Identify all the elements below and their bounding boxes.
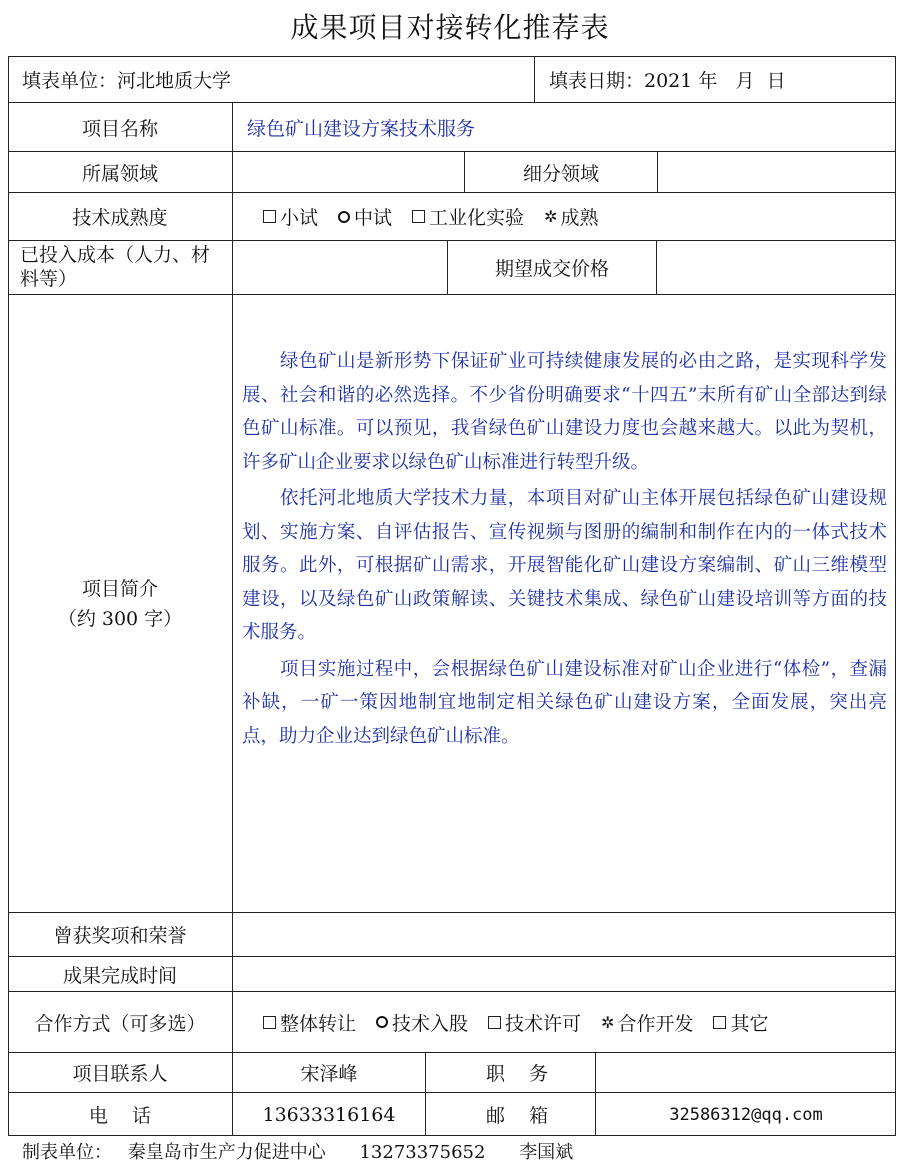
email-value: 32586312@qq.com bbox=[669, 1104, 823, 1125]
contact-label-cell bbox=[8, 1053, 233, 1093]
position-label-cell bbox=[426, 1053, 596, 1093]
checkbox-empty-icon bbox=[263, 210, 276, 223]
option-label: 其它 bbox=[730, 1012, 769, 1035]
footer-maker-label: 制表单位： bbox=[22, 1142, 112, 1163]
cooperation-label: 合作方式（可多选） bbox=[34, 1012, 206, 1035]
intro-paragraph: 依托河北地质大学技术力量，本项目对矿山主体开展包括绿色矿山建设规划、实施方案、自评估报告、宣传视频与图册的编制和制作在内的一体式技术服务。此外，可根据矿山需求，开展智能化矿山建设方案编制、矿山三维模型建设，以及绿色矿山政策解读、关键技术集成、绿色矿山建设培训等方面的技术服务。 bbox=[242, 488, 887, 643]
option-label: 整体转让 bbox=[280, 1012, 357, 1035]
maturity-label-cell bbox=[8, 193, 233, 241]
checkbox-empty-icon bbox=[263, 1016, 276, 1029]
date-text: 填表日期：2021 年 月 日 bbox=[549, 69, 786, 92]
cost-label: 已投入成本（人力、材料等） bbox=[20, 244, 211, 290]
maturity-options bbox=[233, 193, 896, 241]
project-name-label-cell bbox=[8, 103, 233, 152]
cooperation-option-equity[interactable] bbox=[376, 1009, 468, 1036]
maturity-option-mature[interactable] bbox=[544, 203, 598, 230]
field-label-cell bbox=[8, 152, 233, 193]
contact-value-cell[interactable] bbox=[233, 1053, 426, 1093]
footer-phone: 13273375652 bbox=[359, 1142, 486, 1163]
email-value-cell[interactable] bbox=[596, 1093, 896, 1136]
completion-label-cell bbox=[8, 957, 233, 992]
completion-value-cell[interactable] bbox=[233, 957, 896, 992]
option-label: 合作开发 bbox=[617, 1012, 694, 1035]
phone-label: 电 话 bbox=[88, 1105, 152, 1127]
cooperation-option-transfer[interactable] bbox=[263, 1009, 356, 1036]
option-label: 工业化实验 bbox=[429, 207, 525, 229]
intro-label: 项目简介 bbox=[81, 577, 158, 600]
awards-label: 曾获奖项和荣誉 bbox=[53, 925, 187, 947]
radio-filled-icon bbox=[338, 211, 350, 223]
cooperation-option-license[interactable] bbox=[488, 1009, 581, 1036]
option-label: 成熟 bbox=[560, 207, 599, 229]
option-label: 小试 bbox=[280, 207, 319, 229]
field-value-cell[interactable] bbox=[233, 152, 465, 193]
intro-paragraph: 项目实施过程中，会根据绿色矿山建设标准对矿山企业进行“体检”，查漏补缺，一矿一策因地制宜地制定相关绿色矿山建设方案，全面发展，突出亮点，助力企业达到绿色矿山标准。 bbox=[242, 658, 887, 747]
maturity-option-industrial[interactable] bbox=[412, 203, 524, 230]
unit-cell bbox=[8, 56, 535, 103]
cost-label-cell bbox=[8, 241, 233, 295]
option-label: 技术许可 bbox=[505, 1012, 582, 1035]
sun-icon: ✲ bbox=[544, 207, 558, 226]
sun-icon: ✲ bbox=[601, 1012, 615, 1032]
awards-label-cell bbox=[8, 913, 233, 957]
subfield-label-cell bbox=[465, 152, 658, 193]
completion-label: 成果完成时间 bbox=[62, 964, 177, 987]
cooperation-label-cell bbox=[8, 992, 233, 1053]
date-cell bbox=[535, 56, 896, 103]
unit-text: 填表单位：河北地质大学 bbox=[22, 69, 232, 92]
footer bbox=[22, 1138, 601, 1164]
email-label: 邮 箱 bbox=[486, 1105, 549, 1127]
position-value-cell[interactable] bbox=[596, 1053, 896, 1093]
field-label: 所属领域 bbox=[81, 162, 158, 185]
phone-value-cell[interactable] bbox=[233, 1093, 426, 1136]
radio-filled-icon bbox=[376, 1016, 388, 1028]
price-label: 期望成交价格 bbox=[494, 258, 609, 280]
price-label-cell bbox=[448, 241, 657, 295]
page-title: 成果项目对接转化推荐表 bbox=[290, 11, 610, 44]
project-name-value-cell[interactable] bbox=[233, 103, 896, 152]
footer-person: 李国斌 bbox=[519, 1142, 574, 1163]
maturity-option-pilot-test[interactable] bbox=[338, 203, 392, 230]
awards-value-cell[interactable] bbox=[233, 913, 896, 957]
maturity-label: 技术成熟度 bbox=[72, 207, 168, 229]
contact-value: 宋泽峰 bbox=[300, 1063, 358, 1085]
intro-sublabel: （约 300 字） bbox=[57, 607, 183, 630]
cooperation-option-joint-dev[interactable] bbox=[601, 1009, 693, 1036]
intro-text bbox=[242, 345, 887, 756]
maturity-option-small-test[interactable] bbox=[263, 203, 318, 230]
price-value-cell[interactable] bbox=[657, 241, 896, 295]
subfield-value-cell[interactable] bbox=[658, 152, 896, 193]
phone-label-cell bbox=[8, 1093, 233, 1136]
checkbox-empty-icon bbox=[412, 210, 425, 223]
project-name-value: 绿色矿山建设方案技术服务 bbox=[247, 117, 476, 140]
intro-paragraph: 绿色矿山是新形势下保证矿业可持续健康发展的必由之路，是实现科学发展、社会和谐的必然选择。不少省份明确要求“十四五”末所有矿山全部达到绿色矿山标准。可以预见，我省绿色矿山建设力度也会越来越大。以此为契机，许多矿山企业要求以绿色矿山标准进行转型升级。 bbox=[242, 351, 887, 473]
phone-value: 13633316164 bbox=[262, 1103, 396, 1126]
project-name-label: 项目名称 bbox=[81, 117, 158, 140]
email-label-cell bbox=[426, 1093, 596, 1136]
subfield-label: 细分领域 bbox=[522, 162, 599, 185]
checkbox-empty-icon bbox=[488, 1016, 501, 1029]
position-label: 职 务 bbox=[486, 1063, 549, 1085]
footer-maker: 秦皇岛市生产力促进中心 bbox=[127, 1142, 326, 1163]
cooperation-option-other[interactable] bbox=[713, 1009, 768, 1036]
intro-label-cell bbox=[8, 295, 233, 913]
checkbox-empty-icon bbox=[713, 1016, 726, 1029]
cost-value-cell[interactable] bbox=[233, 241, 448, 295]
contact-label: 项目联系人 bbox=[72, 1063, 168, 1085]
option-label: 中试 bbox=[354, 207, 393, 229]
cooperation-options bbox=[233, 992, 896, 1053]
option-label: 技术入股 bbox=[392, 1012, 469, 1035]
